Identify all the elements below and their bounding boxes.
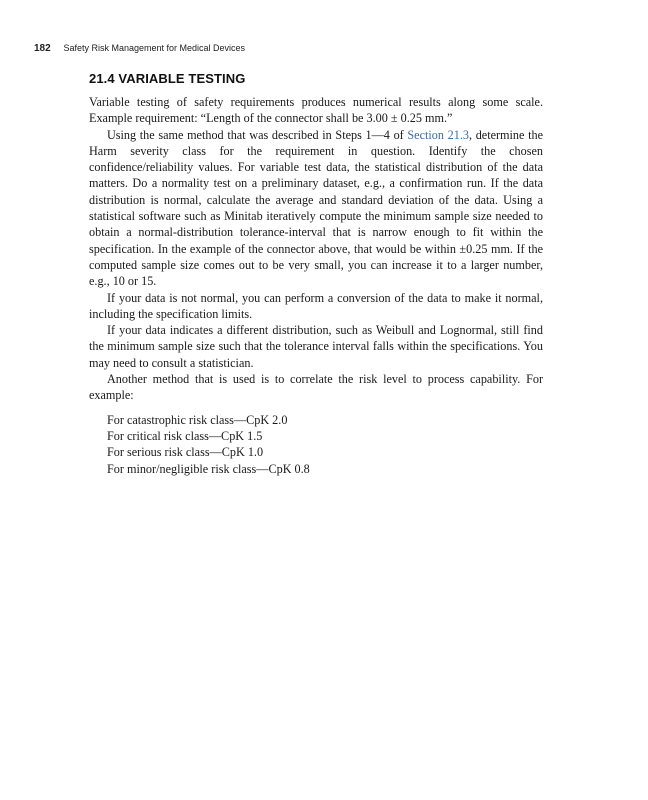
paragraph-non-normal: If your data is not normal, you can perform a conversion of the data to make it normal, including the specification limits. [89,290,543,321]
paragraph-method [89,127,543,290]
cpk-list-item: For catastrophic risk class—CpK 2.0 [107,412,288,427]
cpk-list-item: For critical risk class—CpK 1.5 [107,428,263,443]
paragraph-method-lead: Using the same method that was described in Steps 1—4 of [107,127,408,142]
paragraph-process-capability: Another method that is used is to correlate the risk level to process capability. For example: [89,372,543,403]
running-title: Safety Risk Management for Medical Devices [63,43,246,53]
paragraph-method-rest: , determine the Harm severity class for the requirement in question. Identify the chosen confidence/reliability values. For variable test data, the statistical distribution of the data matters. Do a normality test on a preliminary dataset, e.g., a confirmation run. If the data distribution is normal, calculate the average and standard deviation of the data. Using a statistical software such as Minitab iteratively compute the minimum sample size needed to obtain a normal-distribution tolerance-interval that is narrow enough to fit within the specification. In the example of the connector above, that would be within ±0.25 mm. If the computed sample size comes out to be very small, you can increase it to a larger number, e.g., 10 or 15. [89,127,543,289]
page-number: 182 [34,43,51,54]
section-heading: 21.4 VARIABLE TESTING [89,71,246,86]
cpk-list-item: For minor/negligible risk class—CpK 0.8 [107,461,310,476]
cpk-list-item: For serious risk class—CpK 1.0 [107,445,264,460]
paragraph-other-distribution: If your data indicates a different distribution, such as Weibull and Lognormal, still find the minimum sample size such that the tolerance interval falls within the specifications. You may need to consult a statistician. [89,323,543,370]
cpk-list [89,412,543,477]
running-head [34,43,245,54]
paragraph-intro: Variable testing of safety requirements produces numerical results along some scale. Example requirement: “Length of the connector shall be 3.00 ± 0.25 mm.” [89,95,543,126]
section-21-3-link[interactable]: Section 21.3 [407,127,469,142]
body-text [89,94,543,477]
